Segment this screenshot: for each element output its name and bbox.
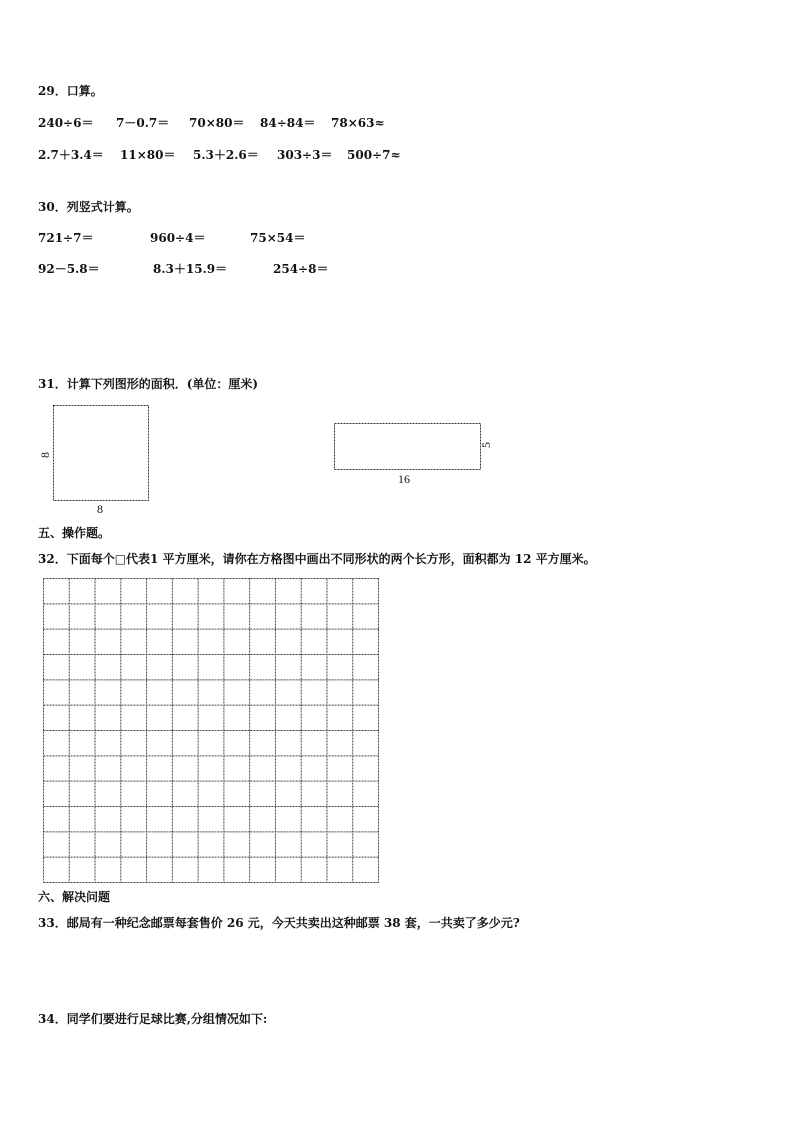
section-6-heading: 六、解决问题 xyxy=(38,890,111,904)
square-shape xyxy=(54,406,149,501)
q30-expr-2-1: 92－5.8＝ xyxy=(38,262,100,276)
question-33-title: 33．邮局有一种纪念邮票每套售价 26 元，今天共卖出这种邮票 38 套，一共卖了多少元? xyxy=(38,916,520,930)
q29-expr-2-4: 303÷3＝ xyxy=(277,148,333,162)
square-bottom-label: 8 xyxy=(97,502,103,516)
section-5-heading: 五、操作题。 xyxy=(38,526,111,540)
q29-expr-2-3: 5.3＋2.6＝ xyxy=(193,148,259,162)
question-29-title: 29．口算。 xyxy=(38,84,103,98)
q29-expr-1-5: 78×63≈ xyxy=(331,116,385,130)
rectangle-shape xyxy=(335,424,481,470)
q29-expr-2-2: 11×80＝ xyxy=(120,148,176,162)
q30-expr-2-3: 254÷8＝ xyxy=(273,262,329,276)
q29-expr-1-3: 70×80＝ xyxy=(189,116,245,130)
square-side-label: 8 xyxy=(38,452,52,458)
q30-expr-1-2: 960÷4＝ xyxy=(150,231,206,245)
rectangle-height-label: 5 xyxy=(479,442,493,448)
question-30-title: 30．列竖式计算。 xyxy=(38,200,139,214)
q30-expr-2-2: 8.3＋15.9＝ xyxy=(153,262,228,276)
rectangle-width-label: 16 xyxy=(398,472,410,486)
q29-expr-1-2: 7－0.7＝ xyxy=(116,116,170,130)
q29-expr-1-1: 240÷6＝ xyxy=(38,116,94,130)
q29-expr-2-1: 2.7＋3.4＝ xyxy=(38,148,104,162)
question-31-title: 31．计算下列图形的面积．(单位：厘米) xyxy=(38,377,259,391)
q30-expr-1-1: 721÷7＝ xyxy=(38,231,94,245)
q29-expr-1-4: 84÷84＝ xyxy=(260,116,316,130)
question-34-title: 34．同学们要进行足球比赛,分组情况如下: xyxy=(38,1012,268,1026)
q29-expr-2-5: 500÷7≈ xyxy=(347,148,401,162)
question-32-title: 32．下面每个□代表1 平方厘米，请你在方格图中画出不同形状的两个长方形，面积都为 12 平方厘米。 xyxy=(38,552,596,566)
q30-expr-1-3: 75×54＝ xyxy=(250,231,306,245)
